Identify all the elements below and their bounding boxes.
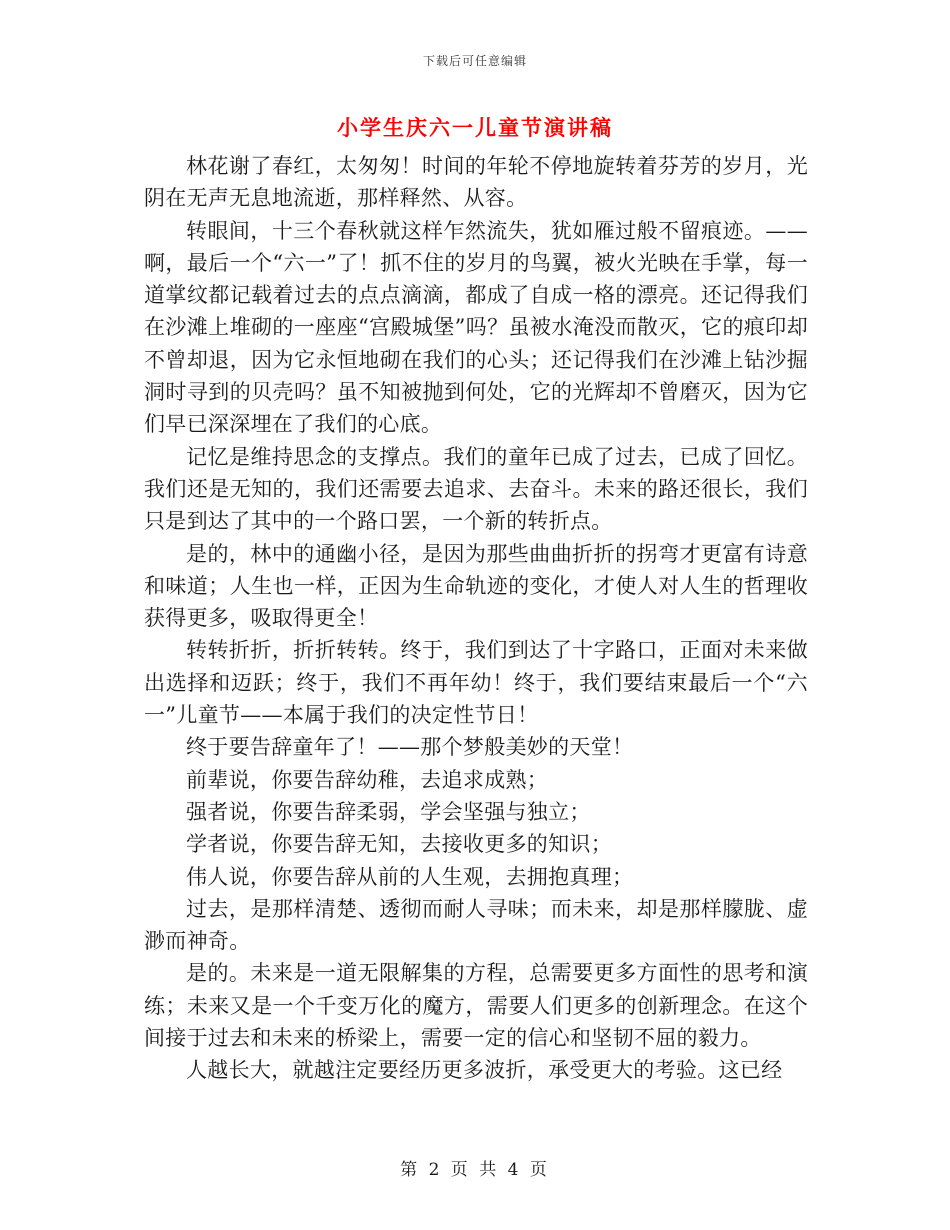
paragraph: 前辈说，你要告辞幼稚，去追求成熟； bbox=[186, 767, 549, 792]
page-label-prefix: 第 bbox=[400, 1160, 421, 1180]
header-note: 下载后可任意编辑 bbox=[422, 54, 527, 68]
paragraph: 强者说，你要告辞柔弱，学会坚强与独立； bbox=[186, 799, 591, 824]
paragraph: 是的。未来是一道无限解集的方程，总需要更多方面性的思考和演练；未来又是一个千变万化的魔方，需要人们更多的创新理念。在这个间接于过去和未来的桥梁上，需要一定的信心和坚韧不屈的毅力。 bbox=[144, 961, 808, 1051]
document-body bbox=[144, 150, 808, 1087]
paragraph: 转眼间，十三个春秋就这样乍然流失，犹如雁过般不留痕迹。——啊，最后一个“六一”了！抓不住的岁月的鸟翼，被火光映在手掌，每一道掌纹都记载着过去的点点滴滴，都成了自成一格的漂亮。还记得我们在沙滩上堆砌的一座座“宫殿城堡”吗？虽被水淹没而散灭，它的痕印却不曾却退，因为它永恒地砌在我们的心头；还记得我们在沙滩上钻沙掘洞时寻到的贝壳吗？虽不知被抛到何处，它的光辉却不曾磨灭，因为它们早已深深埋在了我们的心底。 bbox=[144, 218, 808, 437]
paragraph: 学者说，你要告辞无知，去接收更多的知识； bbox=[186, 832, 612, 857]
paragraph: 是的，林中的通幽小径，是因为那些曲曲折折的拐弯才更富有诗意和味道；人生也一样，正因为生命轨迹的变化，才使人对人生的哲理收获得更多，吸取得更全！ bbox=[144, 541, 808, 631]
paragraph: 人越长大，就越注定要经历更多波折，承受更大的考验。这已经 bbox=[186, 1058, 783, 1083]
paragraph: 伟人说，你要告辞从前的人生观，去拥抱真理； bbox=[186, 864, 634, 889]
paragraph: 林花谢了春红，太匆匆！时间的年轮不停地旋转着芬芳的岁月，光阴在无声无息地流逝，那样释然、从容。 bbox=[144, 154, 808, 211]
paragraph: 记忆是维持思念的支撑点。我们的童年已成了过去，已成了回忆。我们还是无知的，我们还需要去追求、去奋斗。未来的路还很长，我们只是到达了其中的一个路口罢，一个新的转折点。 bbox=[144, 444, 808, 534]
paragraph: 过去，是那样清楚、透彻而耐人寻味；而未来，却是那样朦胧、虚渺而神奇。 bbox=[144, 896, 808, 954]
page-footer bbox=[0, 1155, 950, 1180]
paragraph: 转转折折，折折转转。终于，我们到达了十字路口，正面对未来做出选择和迈跃；终于，我们不再年幼！终于，我们要结束最后一个“六一”儿童节——本属于我们的决定性节日！ bbox=[144, 638, 808, 728]
page-label-mid: 页 共 bbox=[450, 1160, 500, 1180]
paragraph: 终于要告辞童年了！——那个梦般美妙的天堂！ bbox=[186, 735, 634, 760]
page-label-suffix: 页 bbox=[529, 1160, 550, 1180]
total-pages-number: 4 bbox=[507, 1160, 522, 1180]
page-title: 小学生庆六一儿童节演讲稿 bbox=[337, 116, 613, 140]
current-page-number: 2 bbox=[428, 1160, 443, 1180]
